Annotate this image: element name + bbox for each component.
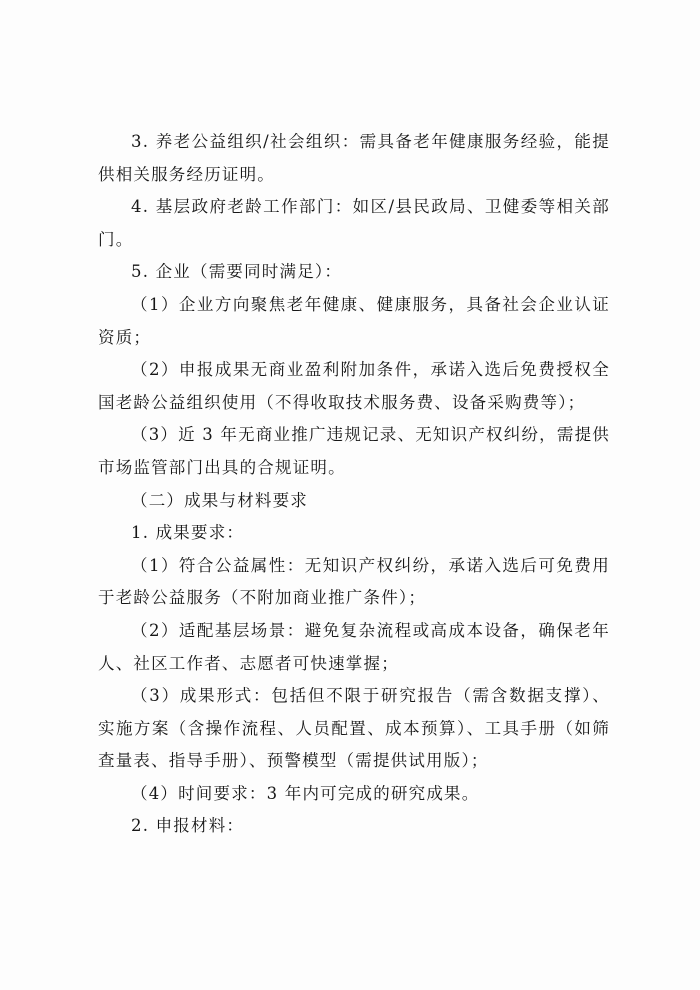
paragraph-enterprise-condition-2: （2）申报成果无商业盈利附加条件，承诺入选后免费授权全国老龄公益组织使用（不得收取技术服务费、设备采购费等）； [98, 360, 610, 412]
paragraph-eligibility-3: 3. 养老公益组织/社会组织：需具备老年健康服务经验，能提供相关服务经历证明。 [98, 132, 610, 184]
subheading-results-requirements: 1. 成果要求： [131, 523, 245, 543]
subheading-application-materials: 2. 申报材料： [131, 816, 245, 836]
paragraph-eligibility-4: 4. 基层政府老龄工作部门：如区/县民政局、卫健委等相关部门。 [98, 197, 610, 249]
paragraph-enterprise-condition-1: （1）企业方向聚焦老年健康、健康服务，具备社会企业认证资质； [98, 294, 610, 347]
document-body [98, 126, 610, 843]
paragraph-result-requirement-3: （3）成果形式：包括但不限于研究报告（需含数据支撑）、实施方案（含操作流程、人员配置、成本预算）、工具手册（如筛查量表、指导手册）、预警模型（需提供试用版）； [98, 686, 610, 771]
paragraph-result-requirement-2: （2）适配基层场景：避免复杂流程或高成本设备，确保老年人、社区工作者、志愿者可快速掌握； [98, 620, 610, 673]
paragraph-result-requirement-4: （4）时间要求：3 年内可完成的研究成果。 [131, 783, 480, 803]
section-heading-results-materials: （二）成果与材料要求 [131, 490, 308, 510]
paragraph-eligibility-5: 5. 企业（需要同时满足）： [131, 262, 343, 282]
paragraph-enterprise-condition-3: （3）近 3 年无商业推广违规记录、无知识产权纠纷，需提供市场监管部门出具的合规证明。 [98, 425, 610, 477]
paragraph-result-requirement-1: （1）符合公益属性：无知识产权纠纷，承诺入选后可免费用于老龄公益服务（不附加商业推广条件）； [98, 555, 610, 608]
